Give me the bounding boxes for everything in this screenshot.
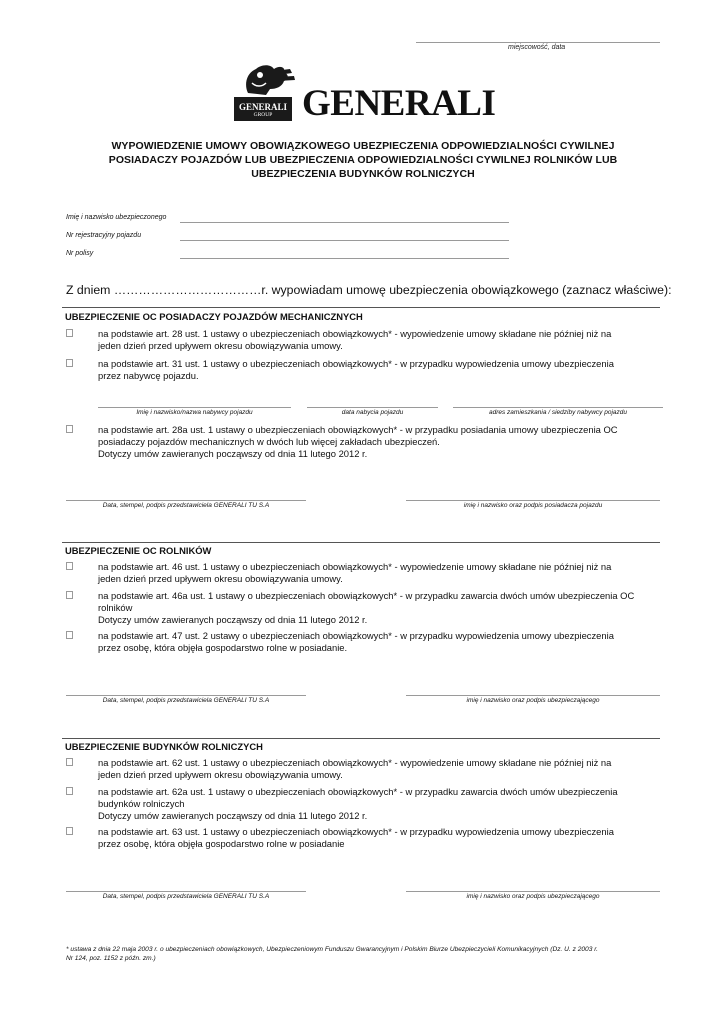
representative-signature-line[interactable]: [66, 891, 306, 892]
section-rule: [62, 738, 660, 739]
section-rule: [62, 307, 660, 308]
generali-logo: [226, 61, 496, 123]
option-text: Dotyczy umów zawieranych począwszy od dnia 11 lutego 2012 r.: [98, 448, 368, 459]
option-text: na podstawie art. 62a ust. 1 ustawy o ubezpieczeniach obowiązkowych* - w przypadku zawarcia dwóch umów ubezpieczenia: [98, 786, 618, 797]
checkbox[interactable]: [66, 359, 73, 367]
registration-field[interactable]: [180, 240, 509, 241]
insured-signature-line[interactable]: [406, 891, 660, 892]
option-text: posiadaczy pojazdów mechanicznych w dwóch lub więcej zakładach ubezpieczeń.: [98, 436, 440, 447]
option-text: na podstawie art. 28 ust. 1 ustawy o ubezpieczeniach obowiązkowych* - wypowiedzenie umowy składane nie później niż na: [98, 328, 612, 339]
option-text: rolników: [98, 602, 133, 613]
representative-signature-caption: Data, stempel, podpis przedstawiciela GENERALI TU S.A: [102, 697, 270, 704]
representative-signature-caption: Data, stempel, podpis przedstawiciela GENERALI TU S.A: [102, 893, 270, 900]
checkbox[interactable]: [66, 562, 73, 570]
insured-signature-caption: imię i nazwisko oraz podpis ubezpieczającego: [466, 893, 600, 900]
title-line-2: POSIADACZY POJAZDÓW LUB UBEZPIECZENIA ODPOWIEDZIALNOŚCI CYWILNEJ ROLNIKÓW LUB: [108, 154, 618, 166]
checkbox[interactable]: [66, 787, 73, 795]
termination-statement: Z dniem ………………………………r. wypowiadam umowę ubezpieczenia obowiązkowego (zaznacz właściwe):: [66, 283, 672, 297]
title-line-1: WYPOWIEDZENIE UMOWY OBOWIĄZKOWEGO UBEZPIECZENIA ODPOWIEDZIALNOŚCI CYWILNEJ: [111, 140, 615, 152]
option-text: jeden dzień przed upływem okresu obowiązywania umowy.: [98, 769, 343, 780]
footnote: [66, 945, 660, 963]
option-text: przez osobę, która objęła gospodarstwo rolne w posiadanie: [98, 838, 345, 849]
section-heading-farm-buildings: UBEZPIECZENIE BUDYNKÓW ROLNICZYCH: [65, 741, 263, 752]
option-text: na podstawie art. 46a ust. 1 ustawy o ubezpieczeniach obowiązkowych* - w przypadku zawarcia dwóch umów ubezpieczenia OC: [98, 590, 635, 601]
insured-name-label: Imię i nazwisko ubezpieczonego: [66, 214, 167, 221]
option-art-46[interactable]: [66, 561, 658, 585]
representative-signature-line[interactable]: [66, 695, 306, 696]
logo-badge-text: GENERALI: [238, 102, 287, 112]
option-text: budynków rolniczych: [98, 798, 185, 809]
checkbox[interactable]: [66, 329, 73, 337]
footnote-line-2: Nr 124, poz. 1152 z późn. zm.): [66, 955, 156, 962]
buyer-name-field[interactable]: [98, 407, 291, 408]
option-text: na podstawie art. 46 ust. 1 ustawy o ubezpieczeniach obowiązkowych* - wypowiedzenie umowy składane nie później niż na: [98, 561, 612, 572]
insured-name-field[interactable]: [180, 222, 509, 223]
option-art-28[interactable]: [66, 328, 658, 352]
buyer-date-caption: data nabycia pojazdu: [341, 409, 404, 416]
buyer-address-caption: adres zamieszkania / siedziby nabywcy pojazdu: [488, 409, 627, 416]
checkbox[interactable]: [66, 758, 73, 766]
section-rule: [62, 542, 660, 543]
option-text: na podstawie art. 63 ust. 1 ustawy o ubezpieczeniach obowiązkowych* - w przypadku wypowiedzenia umowy ubezpieczenia: [98, 826, 614, 837]
option-text: na podstawie art. 47 ust. 2 ustawy o ubezpieczeniach obowiązkowych* - w przypadku wypowiedzenia umowy ubezpieczenia: [98, 630, 614, 641]
buyer-name-caption: Imię i nazwisko/nazwa nabywcy pojazdu: [136, 409, 253, 416]
option-text: na podstawie art. 62 ust. 1 ustawy o ubezpieczeniach obowiązkowych* - wypowiedzenie umowy składane nie później niż na: [98, 757, 612, 768]
option-art-63[interactable]: [66, 826, 658, 850]
option-art-28a[interactable]: [66, 424, 658, 460]
option-text: na podstawie art. 28a ust. 1 ustawy o ubezpieczeniach obowiązkowych* - w przypadku posiadania umowy ubezpieczenia OC: [98, 424, 618, 435]
option-art-62a[interactable]: [66, 786, 658, 822]
insured-signature-line[interactable]: [406, 695, 660, 696]
option-text: jeden dzień przed upływem okresu obowiązywania umowy.: [98, 340, 343, 351]
place-date-line[interactable]: [416, 42, 660, 43]
option-text: na podstawie art. 31 ust. 1 ustawy o ubezpieczeniach obowiązkowych* - w przypadku wypowiedzenia umowy ubezpieczenia: [98, 358, 614, 369]
checkbox[interactable]: [66, 425, 73, 433]
option-text: przez osobę, która objęła gospodarstwo rolne w posiadanie.: [98, 642, 348, 653]
insured-signature-caption: imię i nazwisko oraz podpis ubezpieczającego: [466, 697, 600, 704]
option-text: przez nabywcę pojazdu.: [98, 370, 199, 381]
holder-signature-caption: imię i nazwisko oraz podpis posiadacza pojazdu: [463, 502, 603, 509]
title-line-3: UBEZPIECZENIA BUDYNKÓW ROLNICZYCH: [251, 168, 475, 180]
policy-field[interactable]: [180, 258, 509, 259]
section-heading-oc-vehicles: UBEZPIECZENIE OC POSIADACZY POJAZDÓW MECHANICZNYCH: [65, 311, 363, 322]
option-art-47[interactable]: [66, 630, 658, 654]
buyer-date-field[interactable]: [307, 407, 438, 408]
option-art-31[interactable]: [66, 358, 658, 382]
registration-label: Nr rejestracyjny pojazdu: [66, 232, 142, 239]
place-date-label: miejscowość, data: [508, 44, 566, 51]
option-text: Dotyczy umów zawieranych począwszy od dnia 11 lutego 2012 r.: [98, 810, 368, 821]
checkbox[interactable]: [66, 591, 73, 599]
option-text: Dotyczy umów zawieranych począwszy od dnia 11 lutego 2012 r.: [98, 614, 368, 625]
option-art-62[interactable]: [66, 757, 658, 781]
buyer-address-field[interactable]: [453, 407, 663, 408]
logo-badge-sub: GROUP: [253, 112, 273, 118]
checkbox[interactable]: [66, 631, 73, 639]
logo-brand-text: GENERALI: [302, 83, 496, 124]
holder-signature-line[interactable]: [406, 500, 660, 501]
section-heading-oc-farmers: UBEZPIECZENIE OC ROLNIKÓW: [65, 545, 212, 556]
checkbox[interactable]: [66, 827, 73, 835]
document-title: [60, 139, 666, 181]
representative-signature-line[interactable]: [66, 500, 306, 501]
policy-label: Nr polisy: [66, 250, 94, 257]
option-text: jeden dzień przed upływem okresu obowiązywania umowy.: [98, 573, 343, 584]
option-art-46a[interactable]: [66, 590, 658, 626]
representative-signature-caption: Data, stempel, podpis przedstawiciela GENERALI TU S.A: [102, 502, 270, 509]
footnote-line-1: * ustawa z dnia 22 maja 2003 r. o ubezpieczeniach obowiązkowych, Ubezpieczeniowym Funduszu Gwarancyjnym i Polskim Biurze Ubezpieczycieli Komunikacyjnych (Dz. U. z 2003 r.: [66, 946, 599, 953]
